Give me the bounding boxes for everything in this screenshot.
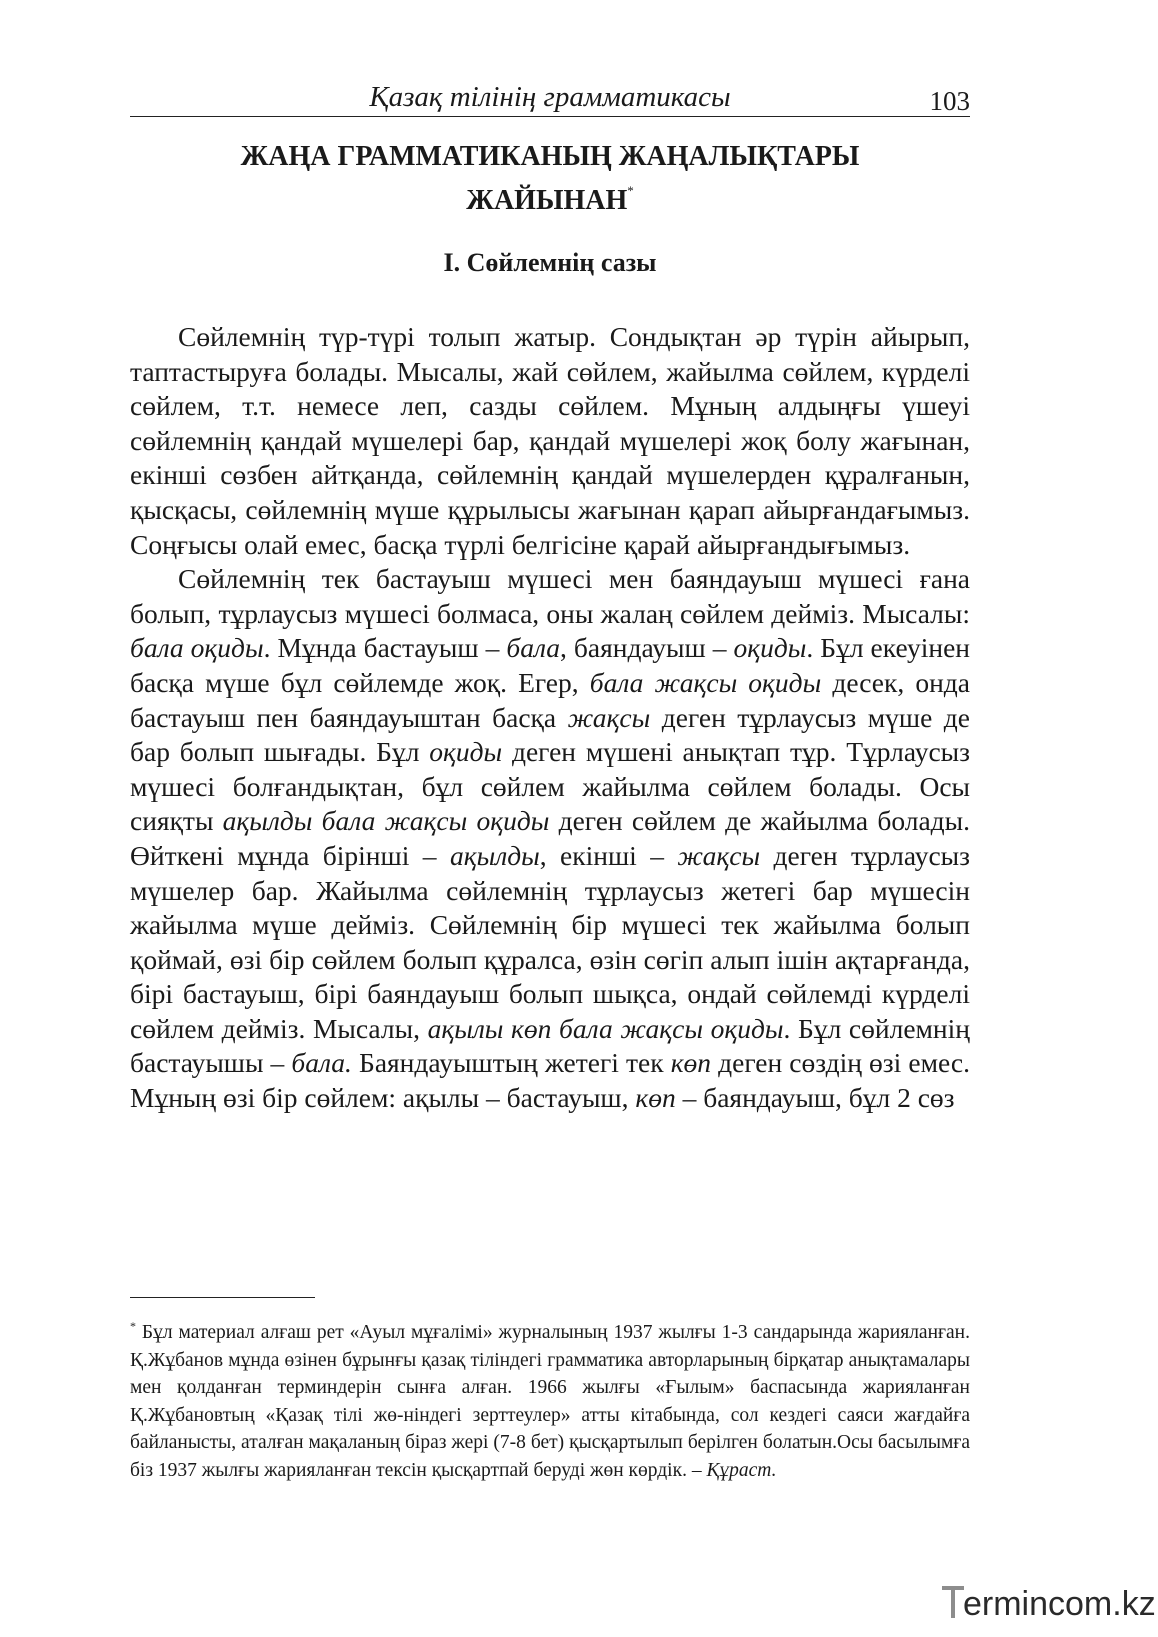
p2-example: көп [635,1082,676,1114]
p2-example: ақылы көп бала жақсы оқиды [427,1012,784,1044]
p2-text: , баяндауыш – [560,632,734,664]
paragraph-2 [130,562,970,1116]
p2-example: жақсы [567,701,651,733]
p2-example: көп [670,1047,712,1079]
page-number: 103 [929,86,970,116]
p2-text: деген сөйлем де жайылма болады. Өйткені мұнда бірінші – [130,805,970,871]
p2-example: оқиды [429,736,503,768]
footnote [130,1313,970,1484]
logo-domain: .kz [1112,1585,1156,1623]
title-line-2: ЖАЙЫНАН [466,185,628,216]
p2-example: бала жақсы оқиды [589,666,822,698]
p2-text: деген сөздің өзі емес. Мұның өзі бір сөйлем: ақылы – бастауыш, [130,1047,970,1114]
p2-text: . Мұнда бастауыш – [263,632,507,664]
body-text [130,320,970,1116]
section-heading: І. Сөйлемнің сазы [443,248,657,277]
footnote-divider [130,1297,315,1298]
article-title [130,140,970,218]
running-title: Қазақ тілінің грамматикасы [369,81,731,113]
footnote-text: Бұл материал алғаш рет «Ауыл мұғалімі» журналының 1937 жылғы 1-3 сандарында жарияланған. Қ.Жұбанов мұнда өзінен бұрынғы қазақ тіліндегі грамматика авторларының бірқатар анықтамалары мен қолданған терминдерін сынға алған. 1966 жылғы «Ғылым» баспасында жарияланған Қ.Жұбановтың «Қазақ тілі жө-ніндегі зерттеулер» атты кітабында, сол кездегі саяси жағдайға байланысты, аталған мақаланың біраз жері (7-8 бет) қысқартылып берілген болатын.Осы басылымға біз 1937 жылғы жарияланған тексін қысқартпай беруді жөн көрдік. [130,1322,970,1481]
p2-text: , екінші – [539,839,678,871]
title-footnote-mark: * [627,183,634,198]
p2-text: деген мүшені анықтап тұр. Тұрлаусыз мүшесі болғандықтан, бұл сөйлем жайылма сөйлем болады. Осы сияқты [130,736,970,837]
p2-text: . Бұл екеуінен басқа мүше бұл сөйлемде жоқ. Егер, [130,632,970,698]
p2-text: деген тұрлаусыз мүшелер бар. Жайылма сөйлемнің тұрлаусыз жетегі бар мүшесін жайылма мүше дейміз. Сөйлемнің бір мүшесі тек жайылма болып қоймай, өзі бір сөйлем болып құралса, өзін сөгіп алып ішін ақтарғанда, бірі бастауыш, бірі баяндауыш болып шықса, ондай сөйлемді күрделі сөйлем дейміз. Мысалы, [130,839,970,1044]
p2-example: оқиды [733,632,807,664]
p2-text: – баяндауыш, бұл 2 сөз [675,1082,955,1114]
p2-text: Баяндауыштың жетегі тек [351,1047,671,1079]
paragraph-1: Сөйлемнің түр-түрі толып жатыр. Сондықтан әр түрін айырып, таптастыруға болады. Мысалы, жай сөйлем, жайылма сөйлем, күрделі сөйлем, т.т. немесе леп, сазды сөйлем. Мұның алдыңғы үшеуі сөйлемнің қандай мүшелері бар, қандай мүшелері жоқ болу жағынан, екінші сөзбен айтқанда, сөйлемнің қандай мүшелерден құралғанын, қысқасы, сөйлемнің мүше құрылысы жағынан қарап айырғандағымыз. Соңғысы олай емес, басқа түрлі белгісіне қарай айырғандығымыз. [130,321,970,560]
p2-example: жақсы [677,839,761,871]
p2-text: Сөйлемнің тек бастауыш мүшесі мен баяндауыш мүшесі ғана болып, тұрлаусыз мүшесі болмаса, оны жалаң сөйлем дейміз. Мысалы: [130,563,970,629]
p2-text: деген тұрлаусыз мүше де бар болып шығады. Бұл [130,701,970,768]
page-header [130,80,970,117]
p2-example: бала [506,632,561,664]
p2-example: ақылды бала жақсы оқиды [222,805,550,837]
footnote-mark: * [130,1319,136,1333]
p2-example: бала оқиды [130,632,264,664]
p2-example: бала. [291,1047,352,1079]
title-line-1: ЖАҢА ГРАММАТИКАНЫҢ ЖАҢАЛЫҚТАРЫ [240,141,860,172]
svg-text:ermincom.kz [963,1585,1156,1623]
p2-text: десек, онда бастауыш пен баяндауыштан басқа [130,666,970,733]
termincom-logo [942,1578,1156,1623]
p2-example: ақылды [449,839,540,871]
footnote-signature: – Құраст. [691,1459,777,1481]
logo-word: ermincom [963,1585,1113,1623]
p2-text: . Бұл сөйлемнің бастауышы – [130,1012,971,1079]
